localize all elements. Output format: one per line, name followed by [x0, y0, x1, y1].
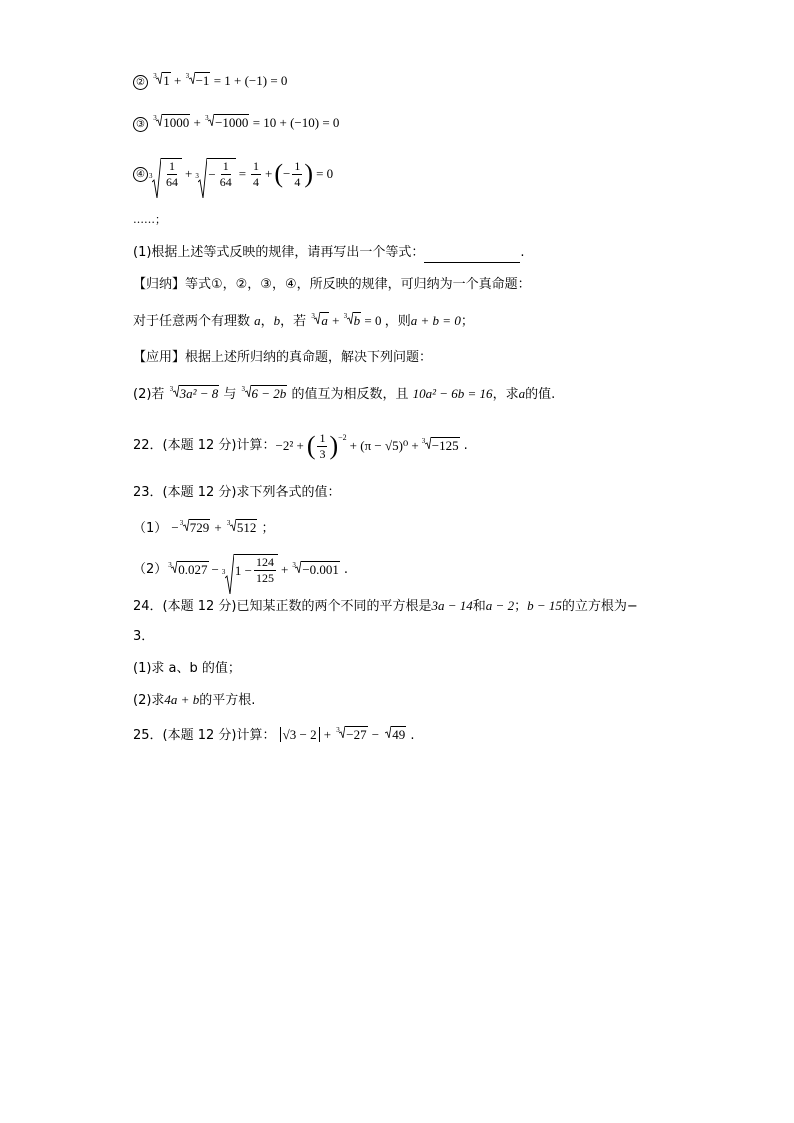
- problem-23: 23．(本题 12 分)求下列各式的值：: [133, 485, 341, 500]
- summary-heading: 【归纳】等式①，②，③，④，所反映的规律，可归纳为一个真命题：: [133, 277, 531, 292]
- circled-number: ②: [133, 75, 148, 90]
- problem-24-part-1: (1)求 a、b 的值；: [133, 661, 241, 676]
- cube-root: 3 − $\frac{1}{64}$: [195, 158, 235, 190]
- question-2: (2)若 3 3a² − 8 与 3 6 − 2b 的值互为相反数，且 10a² − 6b = 16，求a的值.: [133, 385, 556, 402]
- cube-root: 3 $\frac{1}{64}$: [149, 158, 182, 190]
- circled-number: ④: [133, 167, 148, 182]
- answer-blank[interactable]: [424, 248, 520, 263]
- question-1: (1)根据上述等式反映的规律，请再写出一个等式： .: [133, 243, 525, 263]
- equation-4: ④ 3 $\frac{1}{64}$ + 3 − $\frac{1}{64}$ = $\frac{1}{4}$ + ( − $\frac{1}{4}$ ) = 0: [133, 152, 333, 196]
- cube-root: 3 −1000: [205, 114, 249, 130]
- apply-heading: 【应用】根据上述所归纳的真命题，解决下列问题：: [133, 350, 433, 365]
- problem-24: 24．(本题 12 分)已知某正数的两个不同的平方根是3a − 14和a − 2；b − 15的立方根为−: [133, 598, 638, 614]
- problem-24-part-2: (2)求4a + b的平方根.: [133, 692, 256, 708]
- proposition: 对于任意两个有理数 a，b，若 3 a + 3 b = 0 ，则a + b = 0；: [133, 312, 474, 329]
- problem-24-cont: 3．: [133, 629, 155, 644]
- cube-root: 3 −1: [185, 72, 210, 88]
- cube-root: 3 1000: [153, 114, 190, 130]
- equation-2: ② 3 1 + 3 −1 = 1 + (−1) = 0: [133, 71, 287, 91]
- problem-23-part-1: （1） − 3 729 + 3 512 ；: [133, 519, 275, 536]
- problem-25: 25．(本题 12 分)计算： √3 − 2 + 3 −27 − 49 .: [133, 726, 415, 743]
- problem-22: 22．(本题 12 分)计算： −2² + ( $\frac{1}{3}$ ) $^{-2}$ + (π − √5)⁰ + 3 −125 .: [133, 430, 468, 461]
- equation-3: ③ 3 1000 + 3 −1000 = 10 + (−10) = 0: [133, 113, 339, 133]
- cube-root: 3 1: [153, 72, 170, 88]
- circled-number: ③: [133, 117, 148, 132]
- problem-23-part-2: （2） 3 0.027 − 3 1 − $\frac{124}{125}$ + 3 −0.001 .: [133, 548, 348, 592]
- equation-rhs: = 10 + (−10) = 0: [252, 115, 340, 130]
- equation-rhs: = 1 + (−1) = 0: [213, 73, 288, 88]
- ellipsis: ……；: [133, 213, 166, 226]
